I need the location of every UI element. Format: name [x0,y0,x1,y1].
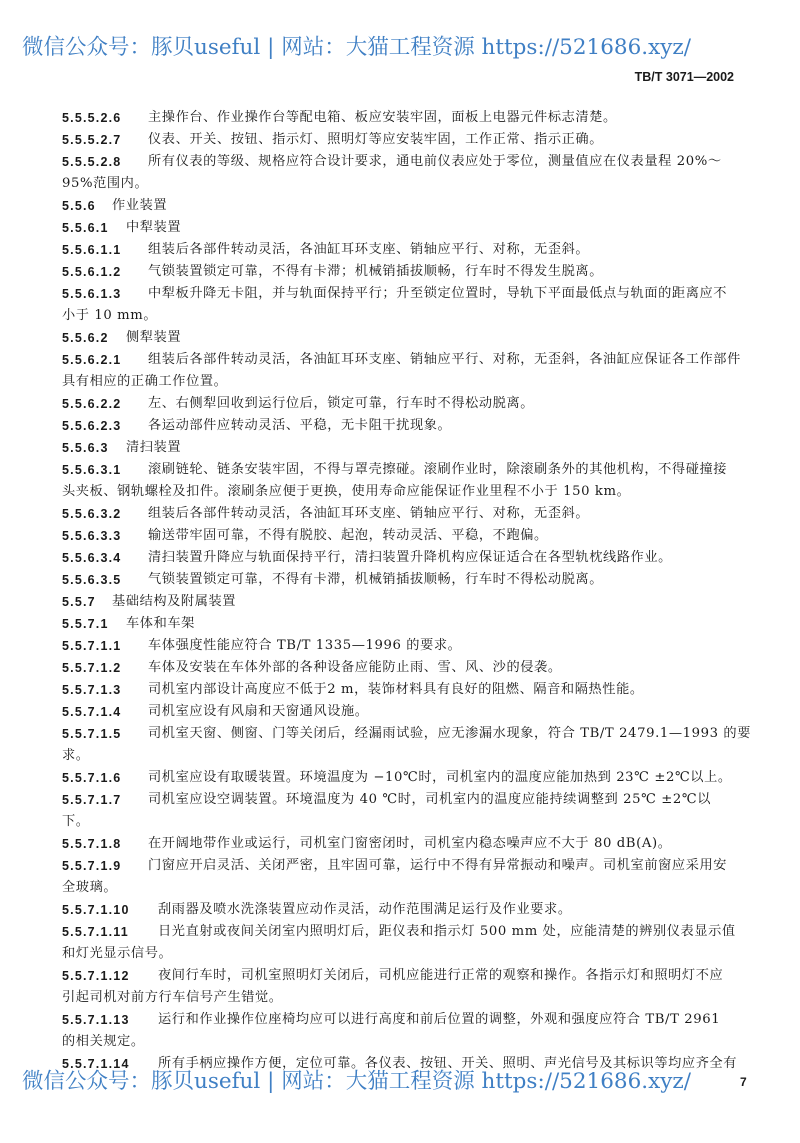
section-title: 中犁装置 [126,220,182,235]
clause-number: 5.5.5.2.6 [62,111,122,125]
clause-number: 5.5.6.3.5 [62,573,122,587]
clause-continuation: 小于 10 mm。 [62,308,158,323]
clause-5-5-6-3-4 [62,547,744,569]
clause-number: 5.5.6.1.2 [62,265,122,279]
clause-continuation: 求。 [62,748,90,763]
clause-text: 车体及安装在车体外部的各种设备应能防止雨、雪、风、沙的侵袭。 [148,660,562,675]
clause-5-5-6-2-1 [62,349,744,371]
clause-5-5-7-1-10 [62,899,744,921]
clause-text: 司机室天窗、侧窗、门等关闭后，经漏雨试验，应无渗漏水现象，符合 TB/T 2479.1—1993 的要 [148,726,751,741]
clause-text: 日光直射或夜间关闭室内照明灯后，距仪表和指示灯 500 mm 处，应能清楚的辨别仪表显示值 [158,924,736,939]
clause-continuation: 和灯光显示信号。 [62,946,173,961]
clause-number: 5.5.7.1.1 [62,639,122,653]
document-body [62,107,751,1075]
clause-5-5-5-2-7 [62,129,744,151]
clause-continuation: 下。 [62,814,90,829]
clause-number: 5.5.7.1.2 [62,661,122,675]
section-number: 5.5.6 [62,199,96,213]
clause-5-5-7-1-13 [62,1009,744,1031]
clause-5-5-5-2-8 [62,151,744,173]
clause-text: 司机室应设有取暖装置。环境温度为 −10℃时，司机室内的温度应能加热到 23℃ ±2℃以上。 [148,770,732,785]
clause-5-5-6-2-3 [62,415,744,437]
clause-text: 夜间行车时，司机室照明灯关闭后，司机应能进行正常的观察和操作。各指示灯和照明灯不应 [158,968,724,983]
clause-5-5-7-1-7 [62,789,744,811]
clause-number: 5.5.7.1.5 [62,727,122,741]
clause-number: 5.5.7.1.4 [62,705,122,719]
section-5-5-6-3 [62,437,744,459]
clause-number: 5.5.6.3.1 [62,463,122,477]
section-title: 作业装置 [112,198,168,213]
clause-5-5-6-3-3 [62,525,744,547]
section-number: 5.5.7 [62,595,96,609]
section-5-5-6 [62,195,744,217]
section-5-5-7-1 [62,613,744,635]
clause-number: 5.5.7.1.3 [62,683,122,697]
clause-continuation: 的相关规定。 [62,1034,145,1049]
clause-text: 清扫装置升降应与轨面保持平行，清扫装置升降机构应保证适合在各型轨枕线路作业。 [148,550,672,565]
clause-text: 仪表、开关、按钮、指示灯、照明灯等应安装牢固，工作正常、指示正确。 [148,132,603,147]
clause-continuation: 具有相应的正确工作位置。 [62,374,228,389]
clause-continuation: 引起司机对前方行车信号产生错觉。 [62,990,283,1005]
section-number: 5.5.6.1 [62,221,109,235]
clause-text: 司机室内部设计高度应不低于2 m，装饰材料具有良好的阻燃、隔音和隔热性能。 [148,682,644,697]
clause-5-5-6-3-5 [62,569,744,591]
clause-5-5-7-1-9 [62,855,744,877]
clause-text: 所有仪表的等级、规格应符合设计要求，通电前仪表应处于零位，测量值应在仪表量程 20%～ [148,154,722,169]
clause-text: 在开阔地带作业或运行，司机室门窗密闭时，司机室内稳态噪声应不大于 80 dB(A)。 [148,836,672,851]
section-5-5-6-1 [62,217,744,239]
clause-text: 气锁装置锁定可靠，不得有卡滞；机械销插拔顺畅，行车时不得发生脱离。 [148,264,603,279]
clause-text: 气锁装置锁定可靠，不得有卡滞，机械销插拔顺畅，行车时不得松动脱离。 [148,572,603,587]
clause-number: 5.5.7.1.14 [62,1057,130,1071]
clause-5-5-6-3-1 [62,459,744,481]
page-number: 7 [740,1075,747,1089]
clause-number: 5.5.6.1.3 [62,287,122,301]
clause-5-5-7-1-2 [62,657,744,679]
clause-5-5-5-2-6 [62,107,744,129]
clause-5-5-6-1-1 [62,239,744,261]
clause-number: 5.5.6.3.4 [62,551,122,565]
clause-text: 滚刷链轮、链条安装牢固，不得与罩壳擦碰。滚刷作业时，除滚刷条外的其他机构，不得碰撞接 [148,462,728,477]
section-title: 基础结构及附属装置 [112,594,237,609]
clause-text: 中犁板升降无卡阻，并与轨面保持平行；升至锁定位置时，导轨下平面最低点与轨面的距离应不 [148,286,728,301]
clause-number: 5.5.7.1.9 [62,859,122,873]
clause-number: 5.5.5.2.7 [62,133,122,147]
clause-text: 运行和作业操作位座椅均应可以进行高度和前后位置的调整，外观和强度应符合 TB/T 2961 [158,1012,721,1027]
clause-text: 组装后各部件转动灵活，各油缸耳环支座、销轴应平行、对称，无歪斜，各油缸应保证各工作部件 [148,352,741,367]
clause-number: 5.5.7.1.6 [62,771,122,785]
clause-number: 5.5.6.2.1 [62,353,122,367]
clause-continuation: 头夹板、钢轨螺栓及扣件。滚刷条应便于更换，使用寿命应能保证作业里程不小于 150 km。 [62,484,631,499]
clause-text: 车体强度性能应符合 TB/T 1335—1996 的要求。 [148,638,462,653]
clause-number: 5.5.7.1.8 [62,837,122,851]
clause-5-5-7-1-8 [62,833,744,855]
clause-number: 5.5.6.2.2 [62,397,122,411]
section-title: 侧犁装置 [126,330,182,345]
section-title: 车体和车架 [126,616,195,631]
clause-number: 5.5.7.1.11 [62,925,129,939]
section-number: 5.5.6.2 [62,331,109,345]
clause-text: 左、右侧犁回收到运行位后，锁定可靠，行车时不得松动脱离。 [148,396,535,411]
clause-5-5-6-2-2 [62,393,744,415]
clause-text: 各运动部件应转动灵活、平稳，无卡阻干扰现象。 [148,418,452,433]
clause-text: 司机室应设空调装置。环境温度为 40 ℃时，司机室内的温度应能持续调整到 25℃ ±2℃以 [148,792,712,807]
clause-number: 5.5.7.1.12 [62,969,130,983]
clause-continuation: 全玻璃。 [62,880,118,895]
clause-5-5-7-1-6 [62,767,744,789]
clause-5-5-6-1-3 [62,283,744,305]
clause-5-5-7-1-4 [62,701,744,723]
clause-5-5-7-1-3 [62,679,744,701]
clause-number: 5.5.7.1.7 [62,793,122,807]
clause-text: 所有手柄应操作方便，定位可靠。各仪表、按钮、开关、照明、声光信号及其标识等均应齐全有 [158,1056,738,1071]
section-number: 5.5.7.1 [62,617,109,631]
clause-5-5-7-1-11 [62,921,744,943]
clause-5-5-7-1-12 [62,965,744,987]
clause-text: 刮雨器及喷水洗涤装置应动作灵活，动作范围满足运行及作业要求。 [158,902,572,917]
clause-text: 组装后各部件转动灵活，各油缸耳环支座、销轴应平行、对称，无歪斜。 [148,242,590,257]
clause-text: 门窗应开启灵活、关闭严密，且牢固可靠，运行中不得有异常振动和噪声。司机室前窗应采用安 [148,858,728,873]
clause-number: 5.5.6.1.1 [62,243,122,257]
clause-number: 5.5.6.2.3 [62,419,122,433]
section-number: 5.5.6.3 [62,441,109,455]
clause-number: 5.5.7.1.10 [62,903,130,917]
watermark-top: 微信公众号：豚贝useful | 网站：大猫工程资源 https://521686.xyz/ [22,35,691,60]
clause-number: 5.5.5.2.8 [62,155,122,169]
clause-text: 输送带牢固可靠，不得有脱胶、起泡，转动灵活、平稳，不跑偏。 [148,528,548,543]
clause-text: 主操作台、作业操作台等配电箱、板应安装牢固，面板上电器元件标志清楚。 [148,110,617,125]
clause-5-5-6-1-2 [62,261,744,283]
watermark-bottom: 微信公众号：豚贝useful | 网站：大猫工程资源 https://521686.xyz/ [22,1069,691,1094]
section-5-5-7 [62,591,744,613]
clause-continuation: 95%范围内。 [62,176,149,191]
clause-5-5-6-3-2 [62,503,744,525]
clause-5-5-7-1-5 [62,723,751,745]
clause-number: 5.5.6.3.2 [62,507,122,521]
clause-number: 5.5.6.3.3 [62,529,122,543]
clause-5-5-7-1-1 [62,635,744,657]
section-title: 清扫装置 [126,440,182,455]
clause-number: 5.5.7.1.13 [62,1013,130,1027]
clause-text: 组装后各部件转动灵活，各油缸耳环支座、销轴应平行、对称，无歪斜。 [148,506,590,521]
section-5-5-6-2 [62,327,744,349]
clause-text: 司机室应设有风扇和天窗通风设施。 [148,704,369,719]
standard-code: TB/T 3071—2002 [634,70,734,84]
